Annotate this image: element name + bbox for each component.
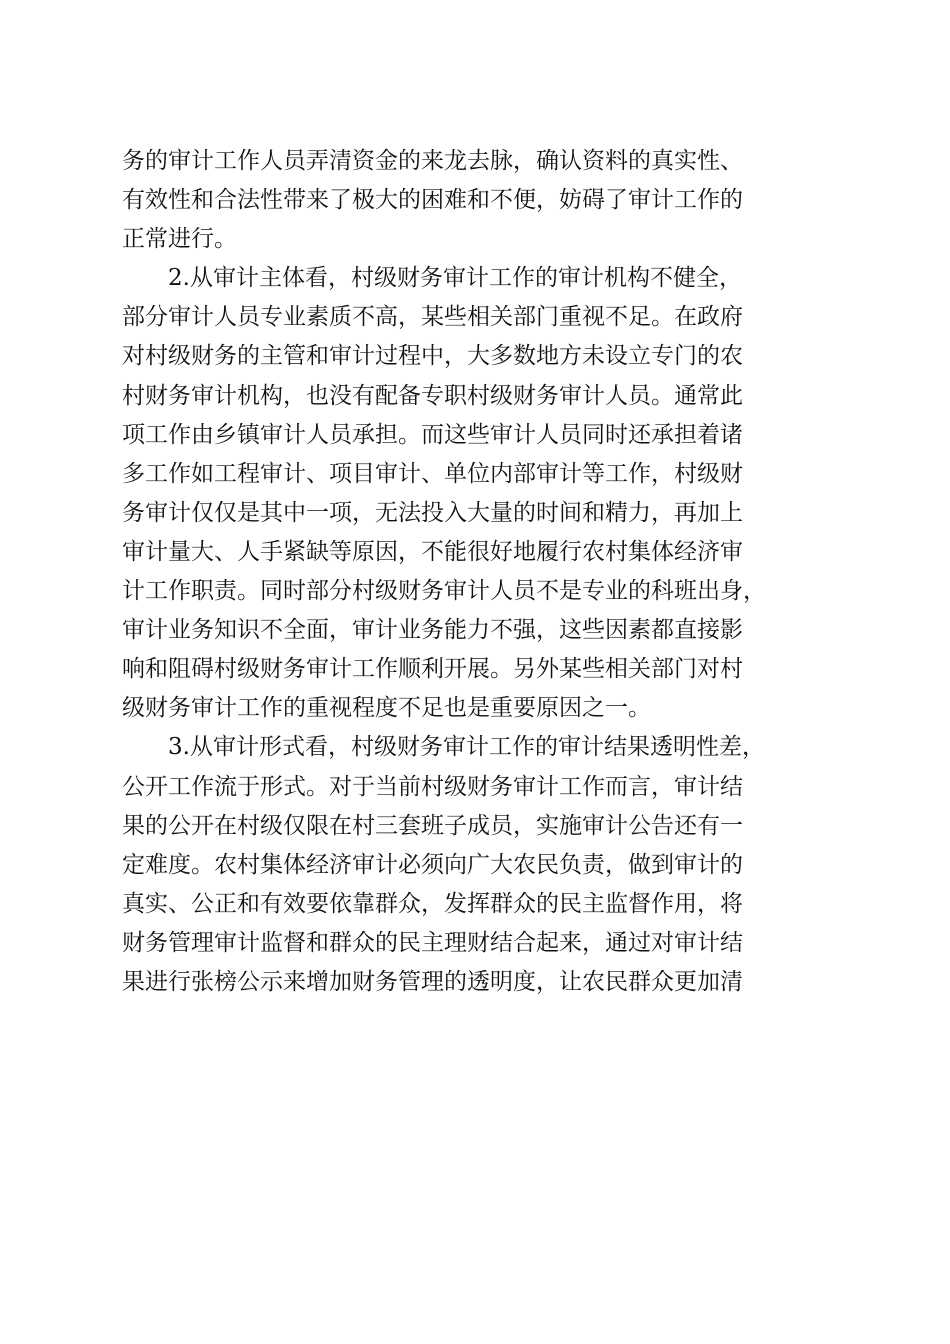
text-line: 2.从审计主体看，村级财务审计工作的审计机构不健全， (168, 265, 742, 292)
text-line: 果的公开在村级仅限在村三套班子成员，实施审计公告还有一 (122, 812, 743, 839)
text-line: 务的审计工作人员弄清资金的来龙去脉，确认资料的真实性、 (122, 148, 743, 174)
text-line: 计工作职责。同时部分村级财务审计人员不是专业的科班出身， (122, 578, 766, 605)
text-line: 真实、公正和有效要依靠群众，发挥群众的民主监督作用，将 (122, 890, 743, 917)
text-line: 审计量大、人手紧缺等原因，不能很好地履行农村集体经济审 (122, 538, 743, 565)
text-line: 响和阻碍村级财务审计工作顺利开展。另外某些相关部门对村 (122, 656, 743, 683)
text-line: 多工作如工程审计、项目审计、单位内部审计等工作，村级财 (122, 460, 743, 487)
text-line: 有效性和合法性带来了极大的困难和不便，妨碍了审计工作的 (122, 187, 743, 214)
body-text (122, 142, 842, 1002)
text-line: 正常进行。 (122, 226, 237, 253)
text-line: 定难度。农村集体经济审计必须向广大农民负责，做到审计的 (122, 851, 743, 878)
text-line: 审计业务知识不全面，审计业务能力不强，这些因素都直接影 (122, 617, 743, 644)
text-line: 级财务审计工作的重视程度不足也是重要原因之一。 (122, 695, 651, 722)
text-line: 财务管理审计监督和群众的民主理财结合起来，通过对审计结 (122, 929, 743, 956)
text-line: 部分审计人员专业素质不高，某些相关部门重视不足。在政府 (122, 304, 743, 331)
text-line: 项工作由乡镇审计人员承担。而这些审计人员同时还承担着诸 (122, 421, 743, 448)
text-line: 务审计仅仅是其中一项，无法投入大量的时间和精力，再加上 (122, 499, 743, 526)
text-line: 果进行张榜公示来增加财务管理的透明度，让农民群众更加清 (122, 968, 743, 995)
text-line: 对村级财务的主管和审计过程中，大多数地方未设立专门的农 (122, 343, 743, 370)
text-line: 3.从审计形式看，村级财务审计工作的审计结果透明性差， (168, 734, 765, 761)
text-line: 村财务审计机构，也没有配备专职村级财务审计人员。通常此 (122, 382, 743, 409)
text-line: 公开工作流于形式。对于当前村级财务审计工作而言，审计结 (122, 773, 743, 800)
